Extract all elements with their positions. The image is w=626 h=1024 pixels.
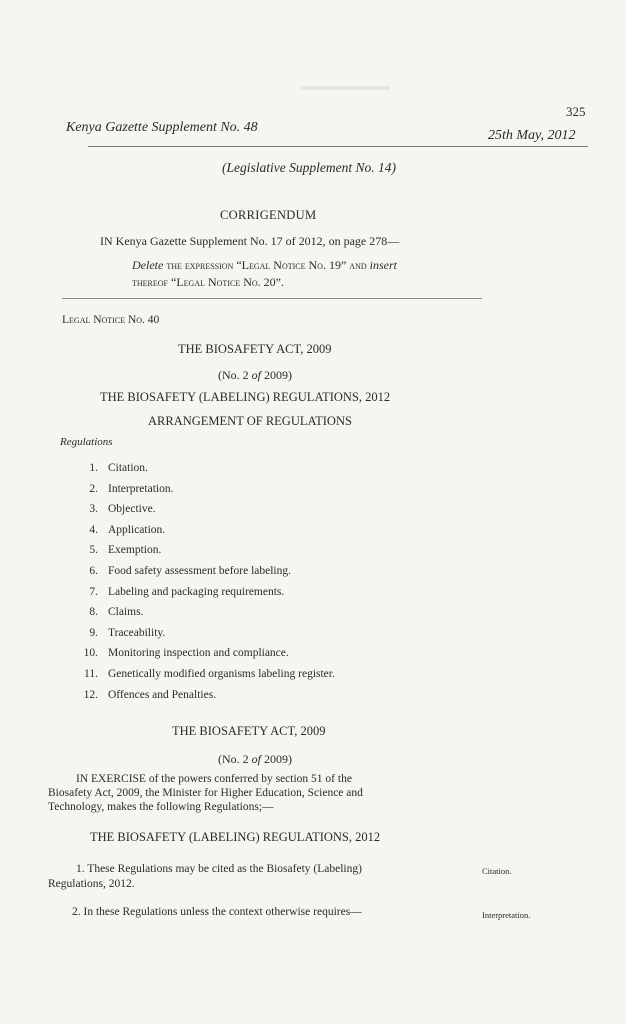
contents-item-number: 8. [89,606,98,619]
section-1-line-2: Regulations, 2012. [48,878,135,890]
enactment-line-1: IN EXERCISE of the powers conferred by section 51 of the [76,773,352,785]
corrigendum-line-2 [132,258,397,273]
act-number-prefix: (No. 2 [218,752,252,766]
bleed-through-mark [300,86,390,90]
regulations-heading: Regulations [60,436,113,448]
margin-note-citation: Citation. [482,866,512,876]
enactment-line-3: Technology, makes the following Regulations;— [48,801,274,813]
enactment-line-2: Biosafety Act, 2009, the Minister for Higher Education, Science and [48,787,363,799]
enactment-paragraph [48,772,488,814]
contents-item-text: Traceability. [108,626,166,639]
page-number: 325 [566,104,586,119]
contents-item-number: 12. [83,688,98,701]
contents-item-text: Food safety assessment before labeling. [108,565,291,577]
contents-item-number: 11. [84,668,98,680]
legislative-supplement: (Legislative Supplement No. 14) [222,160,396,175]
contents-item-number: 10. [83,647,98,660]
contents-item-number: 7. [89,585,98,598]
contents-item-number: 9. [89,626,98,639]
contents-item-text: Claims. [108,606,144,619]
act-number-prefix: (No. 2 [218,368,252,382]
header-date: 25th May, 2012 [488,128,576,143]
section-1-line-1: 1. These Regulations may be cited as the Biosafety (Labeling) [76,863,362,875]
act-number-of: of [251,368,262,382]
regulations-title-2: THE BIOSAFETY (LABELING) REGULATIONS, 2012 [90,830,381,844]
delete-word: Delete [132,258,164,272]
section-1 [48,862,362,892]
contents-item-text: Monitoring inspection and compliance. [108,647,289,660]
contents-item-text: Labeling and packaging requirements. [108,585,285,598]
contents-item-number: 1. [89,462,98,474]
act-number-2 [218,752,292,767]
act-number-suffix: 2009) [261,752,293,766]
contents-item-number: 4. [89,523,98,536]
legal-notice-number: Legal Notice No. 40 [62,314,160,326]
act-title: THE BIOSAFETY ACT, 2009 [178,342,332,356]
contents-item-text: Exemption. [108,544,162,557]
insert-word: insert [369,258,397,272]
act-number [218,368,292,383]
arrangement-title: ARRANGEMENT OF REGULATIONS [148,414,352,428]
section-divider [62,298,482,299]
corrigendum-line-3: thereof “Legal Notice No. 20”. [132,275,284,289]
contents-item-text: Genetically modified organisms labeling register. [108,668,335,680]
margin-note-interpretation: Interpretation. [482,910,531,920]
contents-item-text: Citation. [108,462,148,474]
header-gazette-title: Kenya Gazette Supplement No. 48 [66,120,258,135]
contents-item-text: Objective. [108,503,156,516]
corrigendum-line-1: IN Kenya Gazette Supplement No. 17 of 2012, on page 278— [100,234,400,248]
contents-item-text: Offences and Penalties. [108,688,217,701]
act-number-of: of [251,752,262,766]
contents-item-text: Application. [108,523,166,536]
contents-item-number: 2. [89,482,98,495]
act-number-suffix: 2009) [261,368,293,382]
corrigendum-expression: the expression “Legal Notice No. 19” and [163,258,370,272]
corrigendum-title: CORRIGENDUM [220,208,317,222]
contents-item-number: 3. [89,503,98,516]
contents-item-number: 6. [89,565,98,577]
regulations-title: THE BIOSAFETY (LABELING) REGULATIONS, 2012 [100,390,391,404]
act-title-2: THE BIOSAFETY ACT, 2009 [172,724,326,738]
contents-item-number: 5. [89,544,98,557]
section-2: 2. In these Regulations unless the context otherwise requires— [72,906,362,918]
header-rule [88,146,588,147]
contents-item-text: Interpretation. [108,482,174,495]
